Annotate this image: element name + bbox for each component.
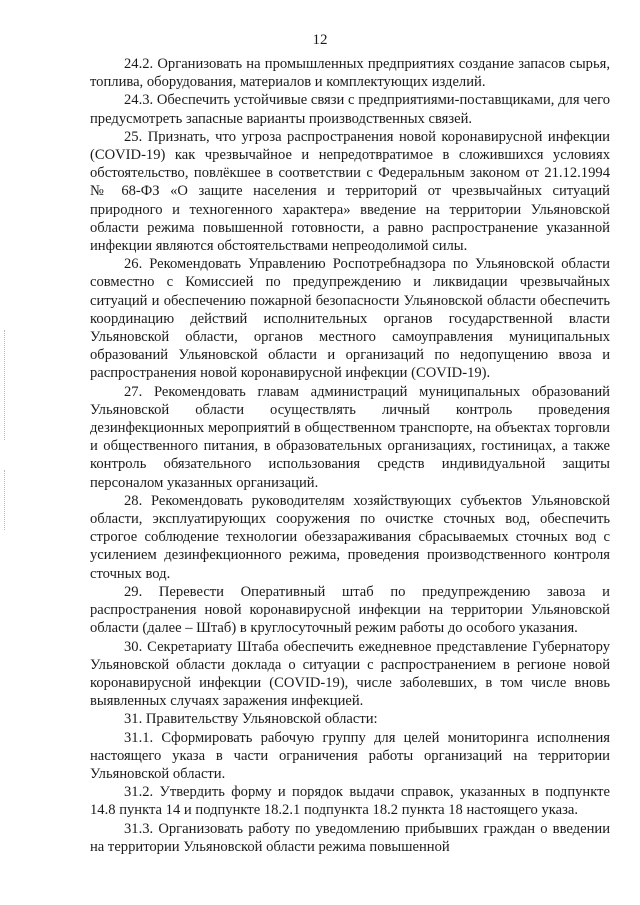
paragraph-24-3: 24.3. Обеспечить устойчивые связи с предприятиями-поставщиками, для чего предусмотреть запасные варианты производственных связей. [90, 92, 610, 127]
page-number: 12 [312, 32, 328, 48]
paragraph-26: 26. Рекомендовать Управлению Роспотребнадзора по Ульяновской области совместно с Комиссией по предупреждению и ликвидации чрезвычайных ситуаций и обеспечению пожарной безопасности Ульяновской области обеспечить координацию действий исполнительных органов государственной власти Ульяновской области, органов местного самоуправления муниципальных образований Ульяновской области и организаций по недопущению ввоза и распространения новой коронавирусной инфекции (COVID-19). [90, 256, 610, 382]
paragraph-27: 27. Рекомендовать главам администраций муниципальных образований Ульяновской области осуществлять личный контроль проведения дезинфекционных мероприятий в общественном транспорте, на объектах торговли и общественного питания, в образовательных организациях, гостиницах, а также контроль обязательного использования средств индивидуальной защиты персоналом указанных организаций. [90, 383, 610, 491]
document-body [90, 55, 610, 856]
paragraph-24-2: 24.2. Организовать на промышленных предприятиях создание запасов сырья, топлива, оборудования, материалов и комплектующих изделий. [90, 56, 610, 91]
margin-scan-mark [4, 470, 11, 530]
paragraph-25: 25. Признать, что угроза распространения новой коронавирусной инфекции (COVID-19) как чрезвычайное и непредотвратимое в сложившихся условиях обстоятельство, повлёкшее в соответствии с Федеральным законом от 21.12.1994 № 68-ФЗ «О защите населения и территорий от чрезвычайных ситуаций природного и техногенного характера» введение на территории Ульяновской области режима повышенной готовности, а равно распространение указанной инфекции являются обстоятельствами непреодолимой силы. [90, 128, 610, 255]
paragraph-31-3: 31.3. Организовать работу по уведомлению прибывших граждан о введении на территории Ульяновской области режима повышенной [90, 820, 610, 855]
paragraph-30: 30. Секретариату Штаба обеспечить ежедневное представление Губернатору Ульяновской области доклада о ситуации с распространением в регионе новой коронавирусной инфекции (COVID-19), числе заболевших, в том числе вновь выявленных случаях заражения инфекцией. [90, 638, 610, 710]
paragraph-29: 29. Перевести Оперативный штаб по предупреждению завоза и распространения новой коронавирусной инфекции на территории Ульяновской области (далее – Штаб) в круглосуточный режим работы до особого указания. [90, 583, 610, 637]
paragraph-31: 31. Правительству Ульяновской области: [124, 711, 378, 728]
paragraph-31-2: 31.2. Утвердить форму и порядок выдачи справок, указанных в подпункте 14.8 пункта 14 и подпункте 18.2.1 подпункта 18.2 пункта 18 настоящего указа. [90, 784, 610, 819]
margin-scan-mark [4, 330, 11, 440]
paragraph-28: 28. Рекомендовать руководителям хозяйствующих субъектов Ульяновской области, эксплуатирующих сооружения по очистке сточных вод, обеспечить строгое соблюдение технологии обеззараживания сбрасываемых сточных вод с усилением дезинфекционного режима, проведения производственного контроля сточных вод. [90, 492, 610, 582]
paragraph-31-1: 31.1. Сформировать рабочую группу для целей мониторинга исполнения настоящего указа в части ограничения работы организаций на территории Ульяновской области. [90, 729, 610, 782]
